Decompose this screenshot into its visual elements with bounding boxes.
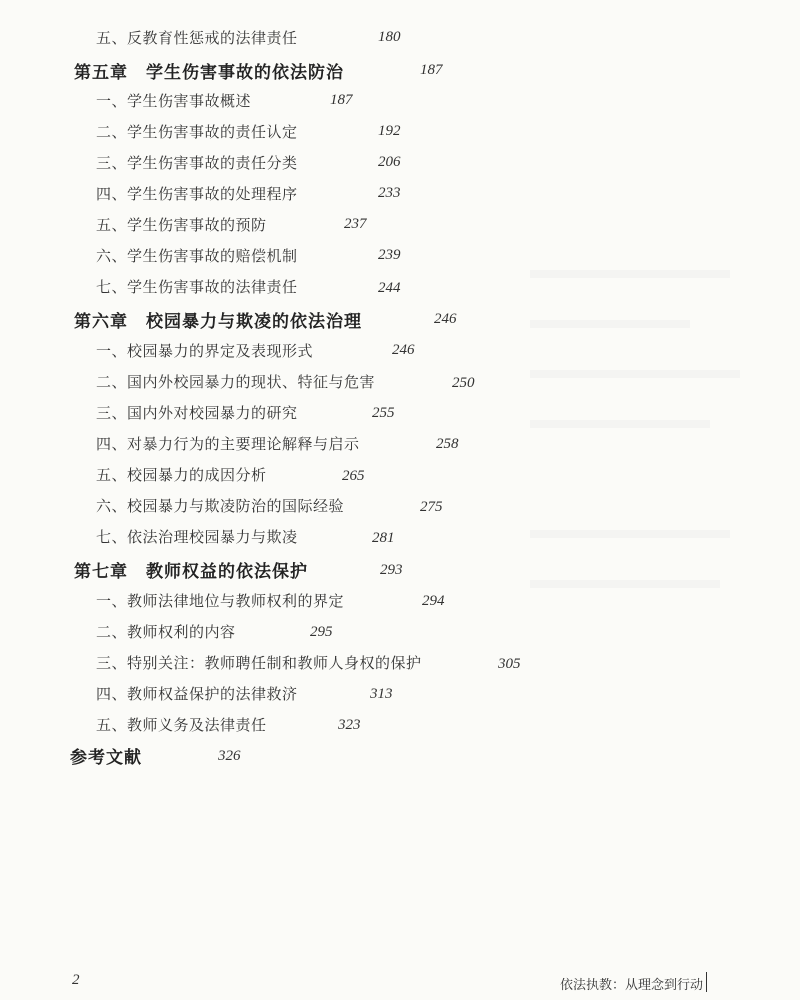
- toc-section-title: 三、特别关注：教师聘任制和教师人身权的保护: [96, 654, 422, 672]
- toc-section-title: 二、教师权利的内容: [96, 623, 236, 641]
- toc-section-title: 六、学生伤害事故的赔偿机制: [96, 247, 298, 265]
- toc-section-title: 一、校园暴力的界定及表现形式: [96, 342, 314, 360]
- toc-section-title: 七、学生伤害事故的法律责任: [96, 278, 298, 296]
- toc-section-title: 三、学生伤害事故的责任分类: [96, 154, 298, 172]
- toc-section-title: 五、反教育性惩戒的法律责任: [96, 29, 298, 47]
- toc-section-title: 四、对暴力行为的主要理论解释与启示: [96, 435, 360, 453]
- toc-page-number: 233: [378, 185, 401, 201]
- footer-rule: [706, 972, 707, 992]
- toc-page-number: 295: [310, 624, 333, 640]
- toc-section-title: 一、学生伤害事故概述: [96, 92, 252, 110]
- toc-section-title: 五、教师义务及法律责任: [96, 716, 267, 734]
- toc-page-number: 237: [344, 216, 367, 232]
- toc-section-title: 三、国内外对校园暴力的研究: [96, 404, 298, 422]
- toc-page-number: 187: [330, 92, 353, 108]
- toc-page-number: 239: [378, 247, 401, 263]
- toc-chapter-title: 第六章 校园暴力与欺凌的依法治理: [74, 312, 362, 332]
- bleed-through: [470, 250, 800, 810]
- toc-section-title: 五、校园暴力的成因分析: [96, 466, 267, 484]
- folio-page-number: 2: [72, 972, 80, 988]
- toc-chapter-title: 第五章 学生伤害事故的依法防治: [74, 63, 344, 83]
- toc-chapter-title: 参考文献: [70, 748, 142, 768]
- toc-page-number: 180: [378, 29, 401, 45]
- toc-section-title: 七、依法治理校园暴力与欺凌: [96, 528, 298, 546]
- toc-page-number: 281: [372, 530, 395, 546]
- toc-page-number: 258: [436, 436, 459, 452]
- toc-section-title: 一、教师法律地位与教师权利的界定: [96, 592, 345, 610]
- toc-section-title: 二、国内外校园暴力的现状、特征与危害: [96, 373, 376, 391]
- toc-section-title: 五、学生伤害事故的预防: [96, 216, 267, 234]
- toc-section-title: 二、学生伤害事故的责任认定: [96, 123, 298, 141]
- toc-page-number: 305: [498, 656, 521, 672]
- toc-page-number: 275: [420, 499, 443, 515]
- toc-section-title: 六、校园暴力与欺凌防治的国际经验: [96, 497, 345, 515]
- toc-page-number: 294: [422, 593, 445, 609]
- toc-section-title: 四、学生伤害事故的处理程序: [96, 185, 298, 203]
- toc-chapter-title: 第七章 教师权益的依法保护: [74, 562, 308, 582]
- toc-section-title: 四、教师权益保护的法律救济: [96, 685, 298, 703]
- toc-page-number: 206: [378, 154, 401, 170]
- toc-page-number: 293: [380, 562, 403, 578]
- toc-page-number: 255: [372, 405, 395, 421]
- running-title: 依法执教：从理念到行动: [560, 978, 704, 993]
- toc-page-number: 323: [338, 717, 361, 733]
- toc-page-number: 265: [342, 468, 365, 484]
- toc-page-number: 250: [452, 375, 475, 391]
- toc-page-number: 313: [370, 686, 393, 702]
- toc-page-number: 187: [420, 62, 443, 78]
- toc-page-number: 192: [378, 123, 401, 139]
- toc-page-number: 326: [218, 748, 241, 764]
- toc-page-number: 246: [434, 311, 457, 327]
- toc-page-number: 244: [378, 280, 401, 296]
- toc-page-number: 246: [392, 342, 415, 358]
